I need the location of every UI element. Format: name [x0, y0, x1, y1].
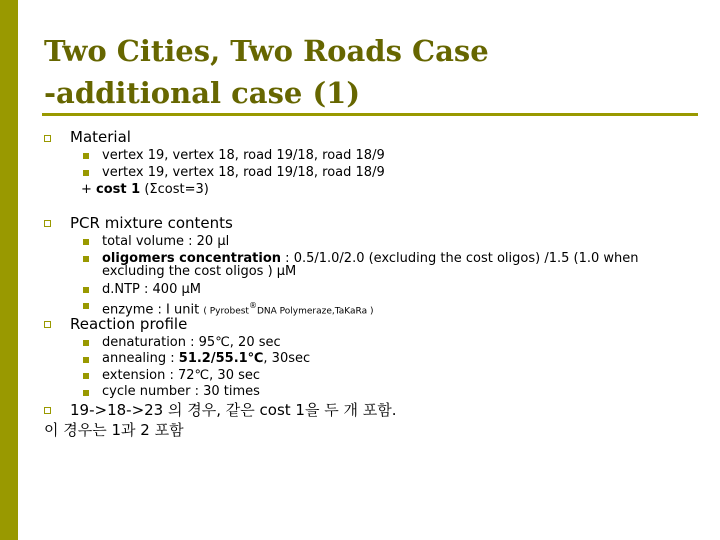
pcr-oligomers-cont: excluding the cost oligos ) μM: [102, 264, 297, 279]
square-bullet-icon: [83, 256, 89, 262]
note-line-1: 19->18->23 의 경우, 같은 cost 1을 두 개 포함.: [70, 401, 397, 419]
square-bullet-icon: [83, 287, 89, 293]
enzyme-small-1: ( Pyrobest: [203, 306, 249, 317]
title-line-1: Two Cities, Two Roads Case: [44, 34, 489, 68]
square-bullet-icon: [44, 407, 51, 414]
pcr-heading: PCR mixture contents: [70, 214, 233, 232]
oligomers-rest: : 0.5/1.0/2.0 (excluding the cost oligos) /1.5 (1.0 when: [281, 251, 639, 266]
cost-prefix: +: [81, 182, 97, 197]
material-cost-line: [81, 182, 209, 198]
material-item: vertex 19, vertex 18, road 19/18, road 18/9: [102, 148, 385, 163]
square-bullet-icon: [44, 220, 51, 227]
pcr-dntp: d.NTP : 400 μM: [102, 282, 201, 297]
material-item: vertex 19, vertex 18, road 19/18, road 18/9: [102, 165, 385, 180]
title-line-2: -additional case (1): [44, 76, 361, 110]
square-bullet-icon: [44, 321, 51, 328]
cost-bold: cost 1: [96, 182, 141, 197]
square-bullet-icon: [83, 340, 89, 346]
reaction-heading: Reaction profile: [70, 315, 188, 333]
annealing-pre: annealing :: [102, 351, 179, 366]
square-bullet-icon: [83, 357, 89, 363]
square-bullet-icon: [83, 239, 89, 245]
enzyme-main: enzyme : I unit: [102, 302, 204, 318]
annealing-bold: 51.2/55.1℃: [178, 351, 264, 366]
enzyme-registered: ®: [248, 301, 257, 310]
enzyme-small-2: DNA Polymeraze,TaKaRa ): [256, 306, 374, 317]
pcr-total-volume: total volume : 20 μl: [102, 234, 230, 249]
square-bullet-icon: [44, 135, 51, 142]
square-bullet-icon: [83, 373, 89, 379]
reaction-annealing: [102, 351, 310, 367]
square-bullet-icon: [83, 170, 89, 176]
cost-rest: (Σcost=3): [140, 182, 209, 197]
square-bullet-icon: [83, 153, 89, 159]
square-bullet-icon: [83, 303, 89, 309]
annealing-post: , 30sec: [263, 351, 311, 366]
reaction-denaturation: denaturation : 95℃, 20 sec: [102, 335, 281, 350]
reaction-extension: extension : 72℃, 30 sec: [102, 368, 261, 383]
note-line-2: 이 경우는 1과 2 포함: [44, 421, 184, 439]
oligomers-bold: oligomers concentration: [102, 251, 282, 266]
material-heading: Material: [70, 128, 131, 146]
reaction-cycle: cycle number : 30 times: [102, 384, 260, 399]
square-bullet-icon: [83, 390, 89, 396]
